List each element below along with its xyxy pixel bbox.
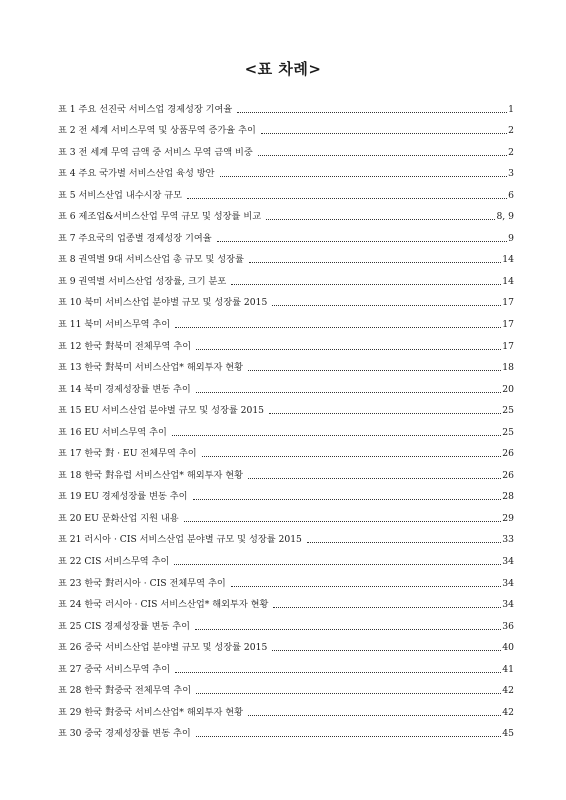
toc-entry-page-number: 14 <box>502 254 514 266</box>
toc-entry[interactable] <box>58 331 514 353</box>
toc-entry[interactable] <box>58 719 514 741</box>
toc-entry-page-number: 25 <box>502 405 514 417</box>
dot-leader <box>184 521 502 522</box>
toc-entry-label: 표 24 한국 러시아 · CIS 서비스산업* 해외투자 현황 <box>58 599 269 611</box>
toc-entry-page-number: 20 <box>502 383 514 395</box>
toc-entry-page-number: 40 <box>502 642 514 654</box>
toc-entry-page-number: 18 <box>502 362 514 374</box>
toc-entry-page-number: 26 <box>502 469 514 481</box>
toc-entry[interactable] <box>58 611 514 633</box>
toc-entry[interactable] <box>58 159 514 181</box>
toc-entry-page-number: 26 <box>502 448 514 460</box>
dot-leader <box>248 715 501 716</box>
toc-entry[interactable] <box>58 137 514 159</box>
toc-entry[interactable] <box>58 374 514 396</box>
toc-entry-page-number: 8, 9 <box>496 211 514 223</box>
toc-entry[interactable] <box>58 353 514 375</box>
toc-entry-label: 표 25 CIS 경제성장률 변동 추이 <box>58 620 190 632</box>
toc-entry-page-number: 17 <box>502 340 514 352</box>
toc-entry[interactable] <box>58 482 514 504</box>
toc-entry-page-number: 29 <box>502 512 514 524</box>
toc-entry[interactable] <box>58 94 514 116</box>
toc-entry-page-number: 3 <box>508 168 514 180</box>
dot-leader <box>196 349 501 350</box>
toc-entry-page-number: 36 <box>502 620 514 632</box>
toc-entry-label: 표 15 EU 서비스산업 분야별 규모 및 성장률 2015 <box>58 405 265 417</box>
toc-entry-label: 표 10 북미 서비스산업 분야별 규모 및 성장률 2015 <box>58 297 268 309</box>
toc-entry-label: 표 30 중국 경제성장률 변동 추이 <box>58 728 191 740</box>
dot-leader <box>272 305 501 306</box>
toc-entry-label: 표 28 한국 對중국 전체무역 추이 <box>58 685 192 697</box>
dot-leader <box>266 219 495 220</box>
toc-entry[interactable] <box>58 116 514 138</box>
dot-leader <box>237 112 507 113</box>
toc-entry-label: 표 20 EU 문화산업 지원 내용 <box>58 512 179 524</box>
dot-leader <box>231 586 502 587</box>
dot-leader <box>174 564 501 565</box>
toc-entry-label: 표 21 러시아 · CIS 서비스산업 분야별 규모 및 성장률 2015 <box>58 534 302 546</box>
toc-entry-label: 표 5 서비스산업 내수시장 규모 <box>58 189 183 201</box>
table-of-tables-list <box>58 94 514 740</box>
dot-leader <box>187 198 507 199</box>
toc-entry-label: 표 7 주요국의 업종별 경제성장 기여율 <box>58 232 212 244</box>
dot-leader <box>269 413 501 414</box>
dot-leader <box>248 478 501 479</box>
toc-entry[interactable] <box>58 417 514 439</box>
toc-entry-label: 표 11 북미 서비스무역 추이 <box>58 319 171 331</box>
toc-entry-label: 표 22 CIS 서비스무역 추이 <box>58 556 170 568</box>
toc-entry-page-number: 42 <box>502 706 514 718</box>
toc-entry-page-number: 17 <box>502 319 514 331</box>
toc-entry-label: 표 26 중국 서비스산업 분야별 규모 및 성장률 2015 <box>58 642 268 654</box>
toc-entry[interactable] <box>58 266 514 288</box>
toc-entry[interactable] <box>58 439 514 461</box>
toc-entry-label: 표 13 한국 對북미 서비스산업* 해외투자 현황 <box>58 362 243 374</box>
toc-entry-label: 표 9 권역별 서비스산업 성장률, 크기 분포 <box>58 275 227 287</box>
dot-leader <box>307 542 501 543</box>
toc-entry[interactable] <box>58 697 514 719</box>
dot-leader <box>196 392 502 393</box>
toc-entry-page-number: 14 <box>502 275 514 287</box>
dot-leader <box>249 262 501 263</box>
toc-entry[interactable] <box>58 396 514 418</box>
toc-entry[interactable] <box>58 633 514 655</box>
dot-leader <box>175 672 501 673</box>
toc-entry-page-number: 1 <box>508 103 514 115</box>
toc-entry-page-number: 28 <box>502 491 514 503</box>
toc-entry-page-number: 25 <box>502 426 514 438</box>
dot-leader <box>248 370 501 371</box>
toc-entry-page-number: 2 <box>508 146 514 158</box>
toc-entry-label: 표 18 한국 對유럽 서비스산업* 해외투자 현황 <box>58 469 243 481</box>
dot-leader <box>220 176 508 177</box>
toc-entry[interactable] <box>58 180 514 202</box>
toc-entry-label: 표 12 한국 對북미 전체무역 추이 <box>58 340 192 352</box>
dot-leader <box>172 435 501 436</box>
toc-entry[interactable] <box>58 288 514 310</box>
toc-entry-page-number: 17 <box>502 297 514 309</box>
toc-entry-label: 표 14 북미 경제성장률 변동 추이 <box>58 383 191 395</box>
toc-entry-label: 표 29 한국 對중국 서비스산업* 해외투자 현황 <box>58 706 243 718</box>
toc-entry-label: 표 16 EU 서비스무역 추이 <box>58 426 167 438</box>
toc-entry[interactable] <box>58 525 514 547</box>
toc-entry-label: 표 27 중국 서비스무역 추이 <box>58 663 171 675</box>
toc-entry-page-number: 42 <box>502 685 514 697</box>
toc-entry-page-number: 2 <box>508 125 514 137</box>
dot-leader <box>258 155 507 156</box>
toc-entry-label: 표 3 전 세계 무역 금액 중 서비스 무역 금액 비중 <box>58 146 253 158</box>
toc-entry-label: 표 1 주요 선진국 서비스업 경제성장 기여율 <box>58 103 233 115</box>
dot-leader <box>202 456 502 457</box>
dot-leader <box>196 736 502 737</box>
toc-entry[interactable] <box>58 202 514 224</box>
toc-entry-page-number: 41 <box>502 663 514 675</box>
dot-leader <box>231 284 501 285</box>
toc-entry[interactable] <box>58 676 514 698</box>
toc-entry-page-number: 6 <box>508 189 514 201</box>
dot-leader <box>193 499 502 500</box>
toc-entry-page-number: 34 <box>502 577 514 589</box>
toc-entry-label: 표 4 주요 국가별 서비스산업 육성 방안 <box>58 168 215 180</box>
dot-leader <box>273 607 501 608</box>
dot-leader <box>261 133 507 134</box>
toc-entry[interactable] <box>58 546 514 568</box>
toc-entry-label: 표 23 한국 對러시아 · CIS 전체무역 추이 <box>58 577 226 589</box>
toc-entry[interactable] <box>58 309 514 331</box>
toc-entry[interactable] <box>58 654 514 676</box>
toc-entry-page-number: 45 <box>502 728 514 740</box>
dot-leader <box>272 650 501 651</box>
toc-entry-page-number: 9 <box>508 232 514 244</box>
toc-entry-label: 표 19 EU 경제성장률 변동 추이 <box>58 491 188 503</box>
toc-entry[interactable] <box>58 460 514 482</box>
toc-entry-page-number: 34 <box>502 599 514 611</box>
toc-entry-label: 표 8 권역별 9대 서비스산업 총 규모 및 성장률 <box>58 254 244 266</box>
page-title: <표 차례> <box>244 60 322 78</box>
dot-leader <box>195 629 501 630</box>
dot-leader <box>196 693 501 694</box>
toc-entry[interactable] <box>58 503 514 525</box>
toc-entry[interactable] <box>58 590 514 612</box>
toc-entry-page-number: 33 <box>502 534 514 546</box>
toc-entry[interactable] <box>58 223 514 245</box>
toc-entry-label: 표 17 한국 對 · EU 전체무역 추이 <box>58 448 197 460</box>
toc-entry[interactable] <box>58 245 514 267</box>
dot-leader <box>175 327 501 328</box>
toc-entry-page-number: 34 <box>502 556 514 568</box>
dot-leader <box>217 241 508 242</box>
toc-entry-label: 표 2 전 세계 서비스무역 및 상품무역 증가율 추이 <box>58 125 256 137</box>
toc-entry[interactable] <box>58 568 514 590</box>
toc-entry-label: 표 6 제조업&서비스산업 무역 규모 및 성장률 비교 <box>58 211 262 223</box>
